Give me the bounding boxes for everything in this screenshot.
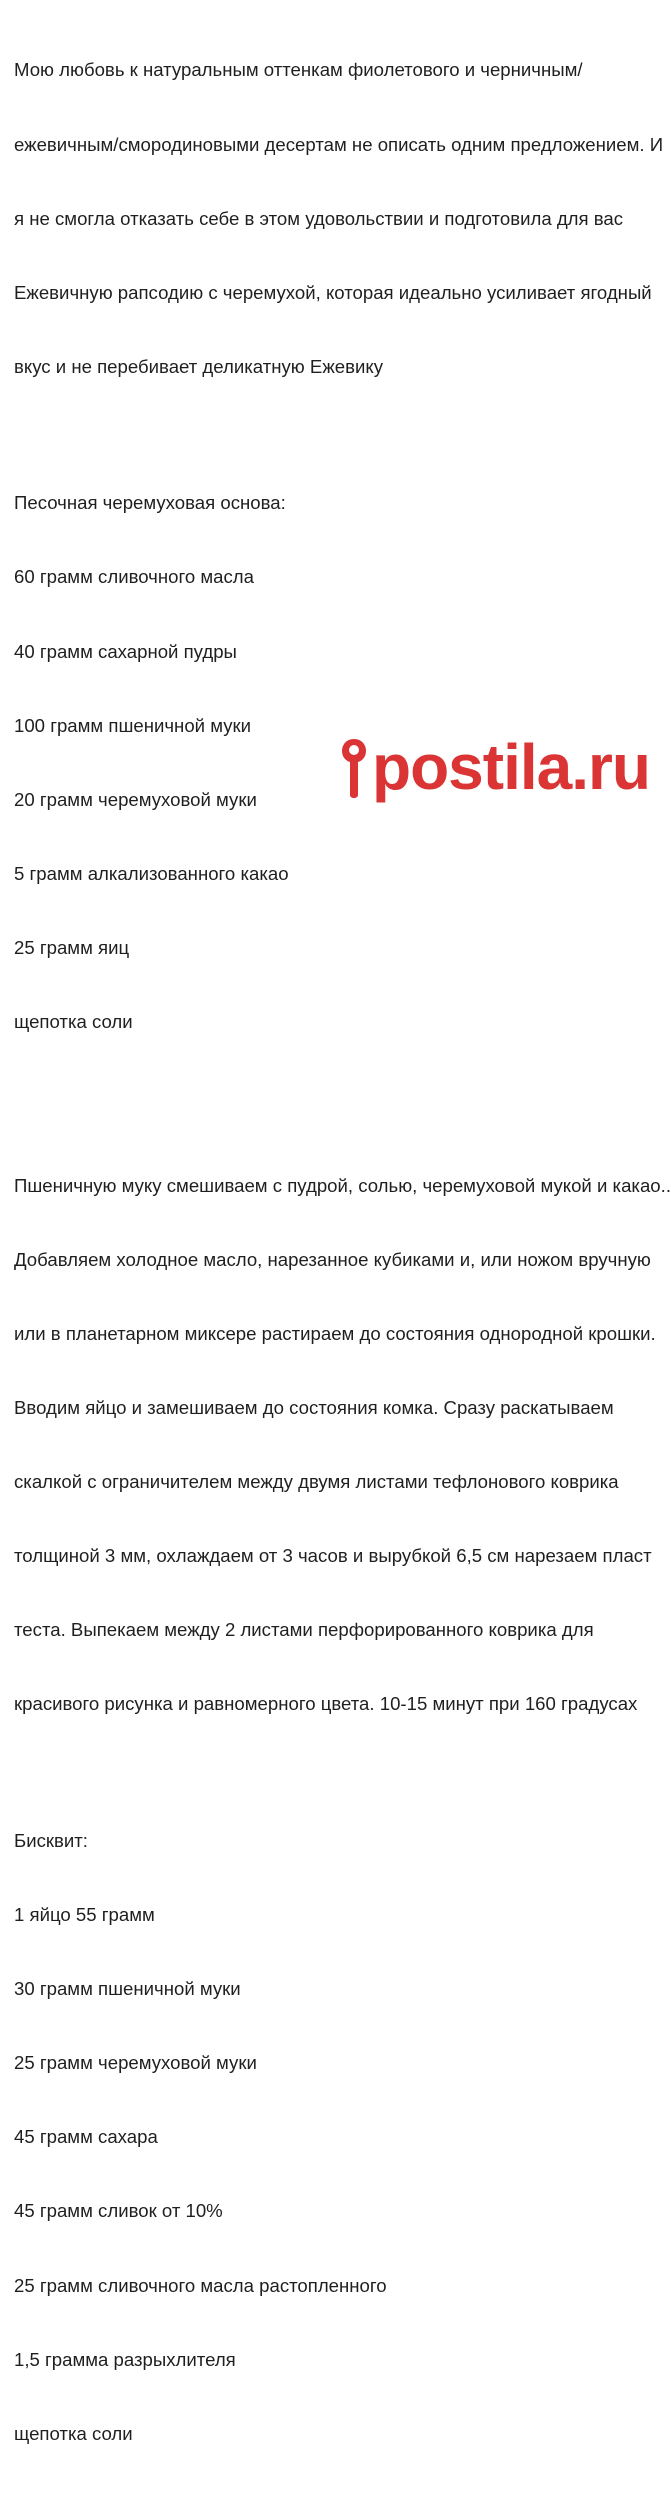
recipe-text [14,9,671,2496]
ingredient-item: 1 яйцо 55 грамм [14,1904,155,1926]
ingredient-item: 45 грамм сахара [14,2126,158,2148]
ingredient-item: 60 грамм сливочного масла [14,566,254,588]
intro-line: вкус и не перебивает деликатную Ежевику [14,355,383,377]
sponge-title: Бисквит: [14,1829,88,1851]
postila-watermark [340,731,650,803]
intro-line: я не смогла отказать себе в этом удовольствии и подготовила для вас [14,207,624,229]
intro-line: Мою любовь к натуральным оттенкам фиолетового и черничным/ [14,59,583,81]
ingredient-item: 25 грамм сливочного масла растопленного [14,2274,387,2296]
ingredient-item: 100 грамм пшеничной муки [14,714,252,736]
method-line: Пшеничную муку смешиваем с пудрой, солью, черемуховой мукой и какао.. [14,1174,671,1196]
method-line: Добавляем холодное масло, нарезанное кубиками и, или ножом вручную [14,1248,651,1270]
ingredient-item: щепотка соли [14,2422,133,2444]
intro-line: Ежевичную рапсодию с черемухой, которая идеально усиливает ягодный [14,281,652,303]
ingredient-item: 5 грамм алкализованного какао [14,862,289,884]
ingredient-item: 1,5 грамма разрыхлителя [14,2348,236,2370]
intro-line: ежевичным/смородиновыми десертам не описать одним предложением. И [14,133,664,155]
ingredient-item: щепотка соли [14,1011,133,1033]
ingredient-item: 45 грамм сливок от 10% [14,2200,223,2222]
intro-paragraph [14,9,664,429]
ingredient-item: 25 грамм яиц [14,937,130,959]
method-line: Вводим яйцо и замешиваем до состояния комка. Сразу раскатываем [14,1396,614,1418]
ingredient-item: 40 грамм сахарной пудры [14,640,237,662]
watermark-text: postila.ru [371,731,650,803]
method-line: толщиной 3 мм, охлаждаем от 3 часов и вырубкой 6,5 см нарезаем пласт [14,1545,652,1567]
base-title: Песочная черемуховая основа: [14,492,286,514]
ingredient-item: 20 грамм черемуховой муки [14,788,257,810]
method-line: скалкой с ограничителем между двумя листами тефлонового коврика [14,1471,619,1493]
ingredient-item: 30 грамм пшеничной муки [14,1978,241,2000]
method-line: или в планетарном миксере растираем до состояния однородной крошки. [14,1322,656,1344]
method-line: красивого рисунка и равномерного цвета. 10-15 минут при 160 градусах [14,1693,638,1715]
method-line: теста. Выпекаем между 2 листами перфорированного коврика для [14,1619,594,1641]
method-paragraph [14,1124,671,1766]
pin-icon [340,737,368,799]
ingredient-item: 25 грамм черемуховой муки [14,2052,257,2074]
sponge-ingredients [14,1780,654,2496]
